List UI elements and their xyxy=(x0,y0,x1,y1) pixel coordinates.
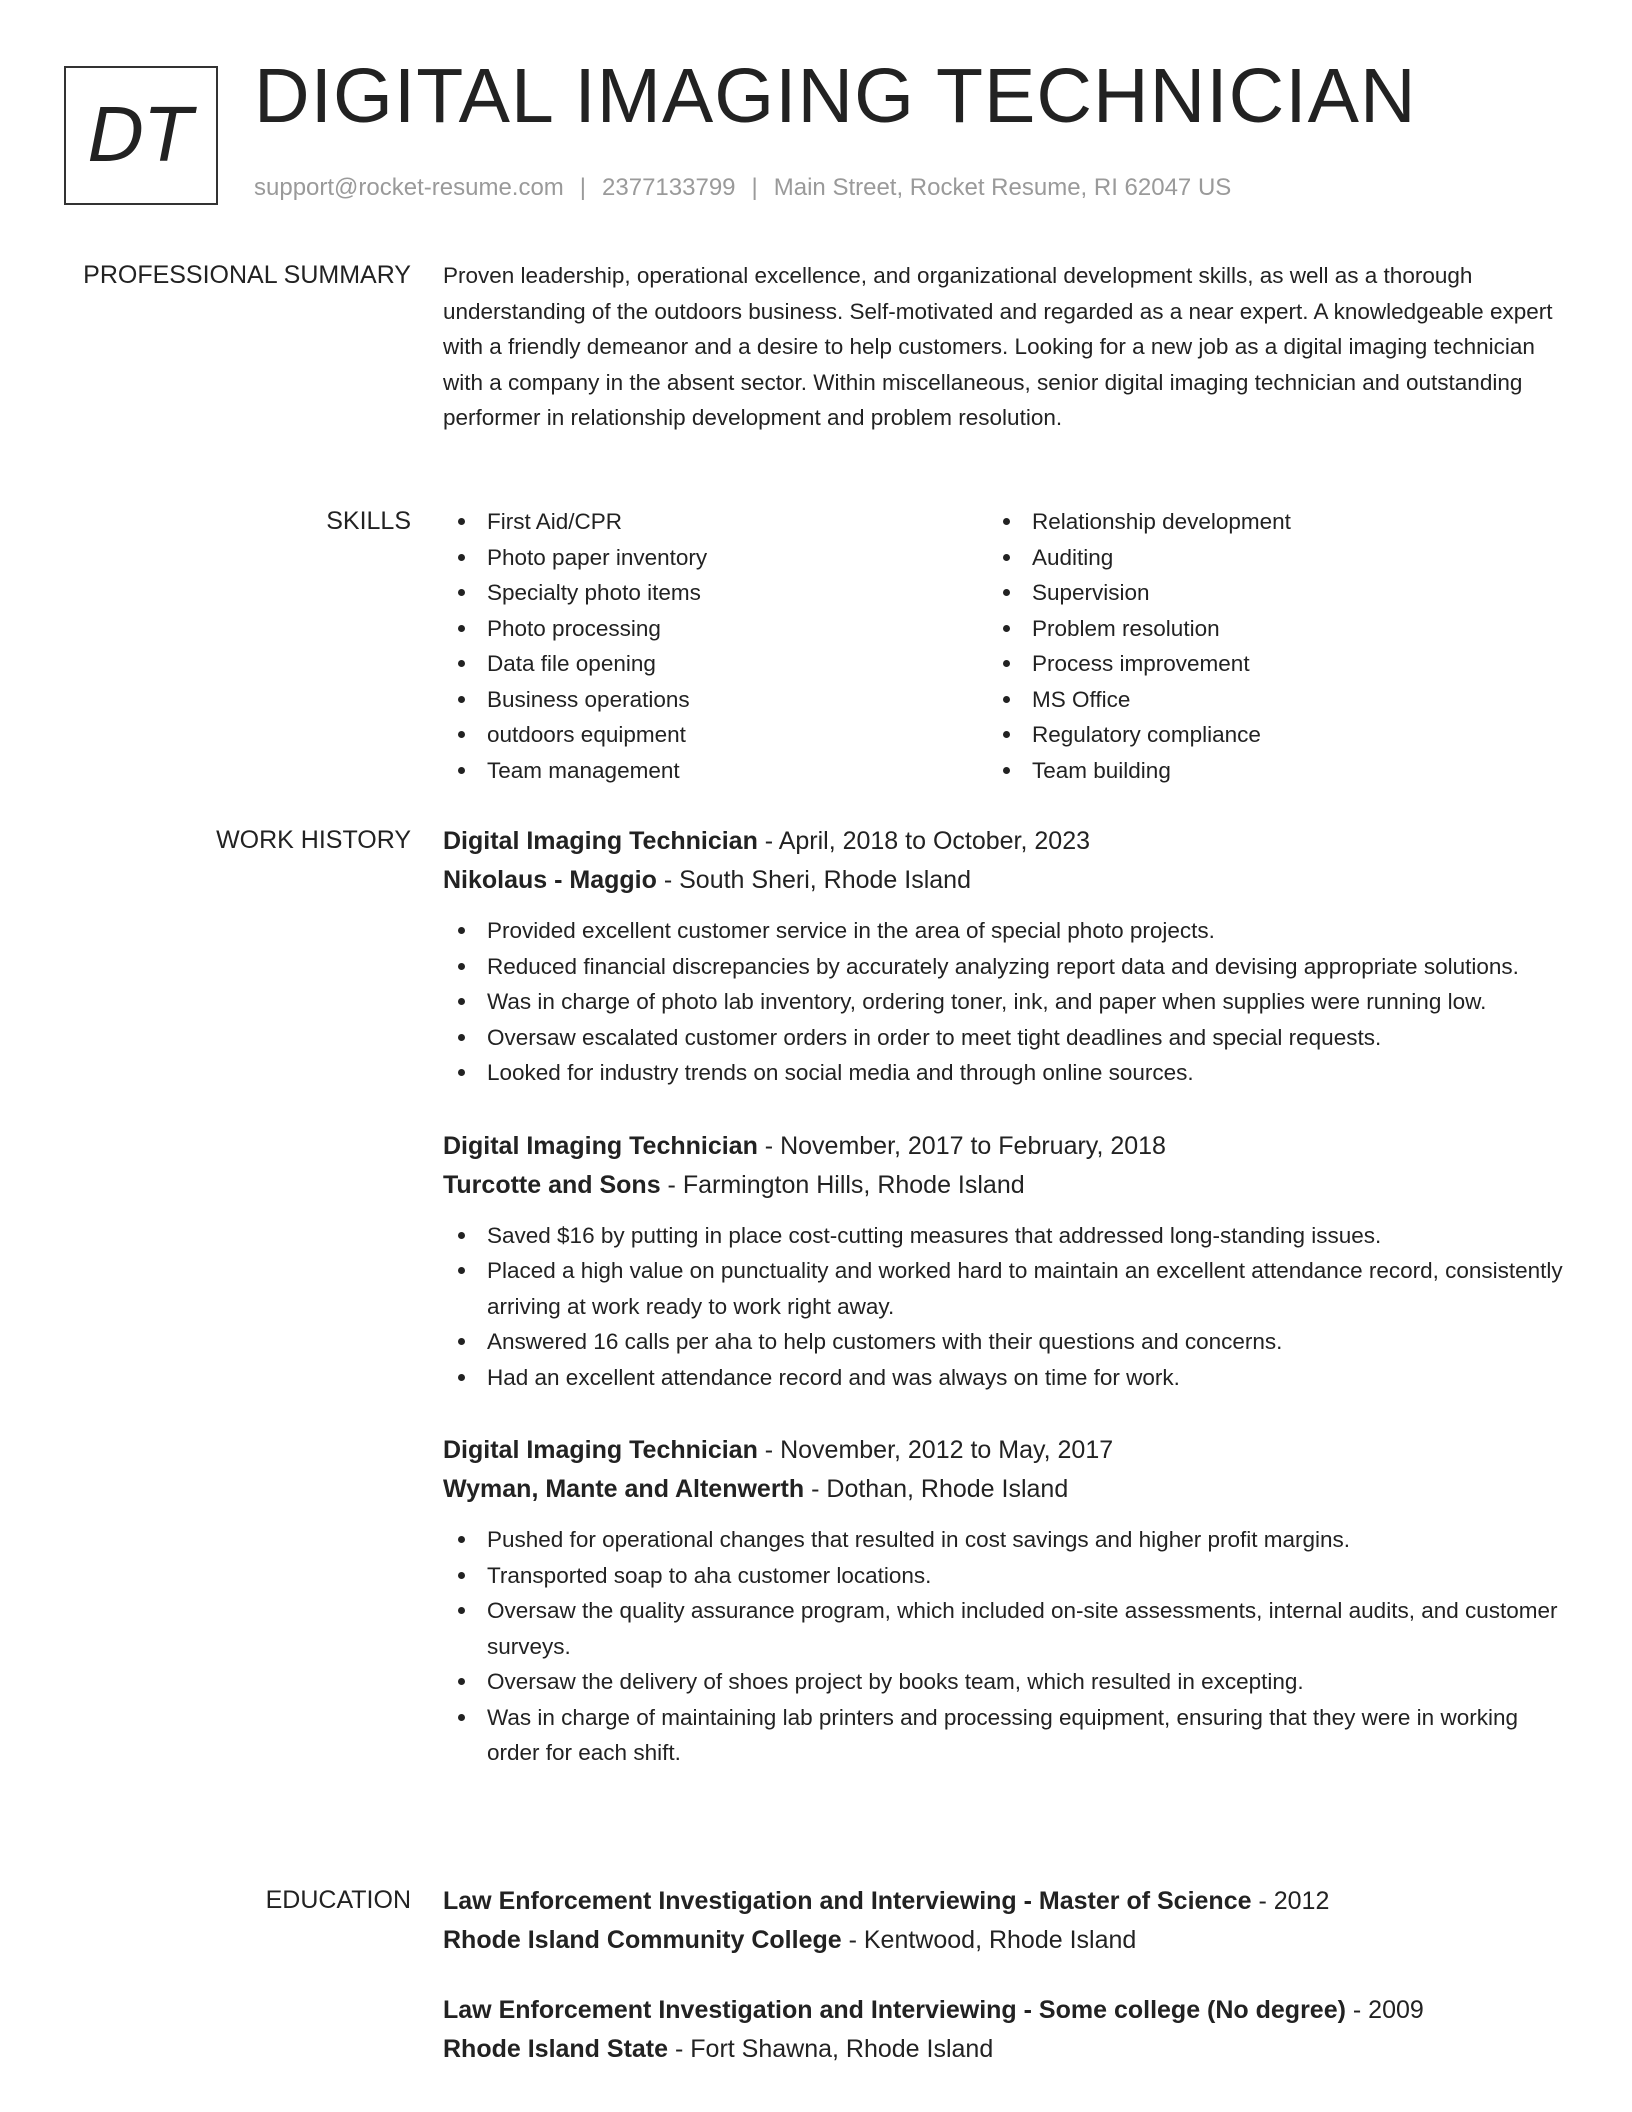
education-degree: Law Enforcement Investigation and Interviewing - Master of Science xyxy=(443,1887,1252,1915)
skill-item: Specialty photo items xyxy=(443,575,988,611)
education-entry xyxy=(443,1882,1563,1960)
education-year: - 2009 xyxy=(1345,1996,1424,2024)
education-degree: Law Enforcement Investigation and Interviewing - Some college (No degree) xyxy=(443,1996,1346,2024)
job-location: - Dothan, Rhode Island xyxy=(804,1475,1069,1503)
job-dates: - April, 2018 to October, 2023 xyxy=(757,827,1091,855)
skill-item: Team management xyxy=(443,753,988,789)
job-title: Digital Imaging Technician xyxy=(443,827,758,855)
skills-content xyxy=(443,504,1563,788)
section-label-education: EDUCATION xyxy=(265,1886,411,1914)
contact-separator: | xyxy=(751,174,758,201)
skill-item: Problem resolution xyxy=(988,611,1533,647)
job-company: Turcotte and Sons xyxy=(443,1170,661,1199)
job-bullet-list xyxy=(443,913,1563,1091)
skill-item: Relationship development xyxy=(988,504,1533,540)
job-bullet-list xyxy=(443,1218,1563,1396)
skill-item: First Aid/CPR xyxy=(443,504,988,540)
skills-list-left xyxy=(443,504,988,788)
job-bullet: Reduced financial discrepancies by accurately analyzing report data and devising appropriate solutions. xyxy=(443,949,1563,985)
job-bullet: Placed a high value on punctuality and worked hard to maintain an excellent attendance record, consistently arriving at work ready to work right away. xyxy=(443,1253,1563,1324)
skill-item: Business operations xyxy=(443,682,988,718)
job-entry xyxy=(443,1431,1563,1771)
job-employer xyxy=(443,1166,1563,1205)
candidate-title: DIGITAL IMAGING TECHNICIAN xyxy=(254,53,1417,139)
job-bullet: Provided excellent customer service in the area of special photo projects. xyxy=(443,913,1563,949)
summary-text: Proven leadership, operational excellence, and organizational development skills, as well as a thorough understanding of the outdoors business. Self-motivated and regarded as a near expert. A knowledgeable expert with a friendly demeanor and a desire to help customers. Looking for a new job as a digital imaging technician with a company in the absent sector. Within miscellaneous, senior digital imaging technician and outstanding performer in relationship development and problem resolution. xyxy=(443,263,1553,430)
job-dates: - November, 2017 to February, 2018 xyxy=(757,1131,1166,1160)
job-bullet: Oversaw escalated customer orders in order to meet tight deadlines and special requests. xyxy=(443,1020,1563,1056)
section-label-summary: PROFESSIONAL SUMMARY xyxy=(83,261,411,289)
education-location: - Kentwood, Rhode Island xyxy=(841,1926,1137,1954)
job-header xyxy=(443,1431,1563,1470)
job-dates: - November, 2012 to May, 2017 xyxy=(757,1436,1114,1464)
work-history-content xyxy=(443,822,1563,1807)
education-year: - 2012 xyxy=(1251,1887,1330,1915)
job-company: Nikolaus - Maggio xyxy=(443,866,657,894)
job-bullet: Oversaw the delivery of shoes project by books team, which resulted in excepting. xyxy=(443,1664,1563,1700)
job-header xyxy=(443,1127,1563,1166)
skill-item: outdoors equipment xyxy=(443,717,988,753)
job-location: - South Sheri, Rhode Island xyxy=(656,866,971,894)
contact-line xyxy=(254,174,1231,202)
job-bullet-list xyxy=(443,1522,1563,1771)
job-entry xyxy=(443,1127,1563,1396)
education-school-line xyxy=(443,1921,1563,1960)
job-title: Digital Imaging Technician xyxy=(443,1436,758,1464)
education-school-line xyxy=(443,2030,1563,2069)
job-company: Wyman, Mante and Altenwerth xyxy=(443,1475,805,1503)
job-employer xyxy=(443,861,1563,900)
education-degree-line xyxy=(443,1882,1563,1921)
skill-item: Data file opening xyxy=(443,646,988,682)
education-degree-line xyxy=(443,1991,1563,2030)
education-entry xyxy=(443,1991,1563,2069)
job-bullet: Oversaw the quality assurance program, which included on-site assessments, internal audits, and customer surveys. xyxy=(443,1593,1563,1664)
skills-columns xyxy=(443,504,1563,788)
job-bullet: Looked for industry trends on social media and through online sources. xyxy=(443,1055,1563,1091)
education-school: Rhode Island Community College xyxy=(443,1926,842,1954)
section-label-work: WORK HISTORY xyxy=(216,826,411,854)
skill-item: Regulatory compliance xyxy=(988,717,1533,753)
job-bullet: Was in charge of photo lab inventory, ordering toner, ink, and paper when supplies were running low. xyxy=(443,984,1563,1020)
job-entry xyxy=(443,822,1563,1091)
education-school: Rhode Island State xyxy=(443,2035,669,2063)
contact-address: Main Street, Rocket Resume, RI 62047 US xyxy=(773,174,1232,201)
skills-list-right xyxy=(988,504,1533,788)
job-bullet: Saved $16 by putting in place cost-cutting measures that addressed long-standing issues. xyxy=(443,1218,1563,1254)
skill-item: Supervision xyxy=(988,575,1533,611)
job-bullet: Was in charge of maintaining lab printers and processing equipment, ensuring that they were in working order for each shift. xyxy=(443,1700,1563,1771)
skill-item: Photo processing xyxy=(443,611,988,647)
job-header xyxy=(443,822,1563,861)
skill-item: Team building xyxy=(988,753,1533,789)
job-bullet: Had an excellent attendance record and was always on time for work. xyxy=(443,1360,1563,1396)
job-title: Digital Imaging Technician xyxy=(443,1131,758,1160)
section-label-skills: SKILLS xyxy=(326,507,411,535)
monogram-initials: DT xyxy=(87,92,195,179)
job-bullet: Answered 16 calls per aha to help customers with their questions and concerns. xyxy=(443,1324,1563,1360)
job-employer xyxy=(443,1470,1563,1509)
contact-email[interactable]: support@rocket-resume.com xyxy=(254,174,564,201)
skill-item: Auditing xyxy=(988,540,1533,576)
job-bullet: Transported soap to aha customer locations. xyxy=(443,1558,1563,1594)
contact-separator: | xyxy=(579,174,587,201)
education-location: - Fort Shawna, Rhode Island xyxy=(668,2035,994,2063)
job-location: - Farmington Hills, Rhode Island xyxy=(660,1170,1025,1199)
job-bullet: Pushed for operational changes that resulted in cost savings and higher profit margins. xyxy=(443,1522,1563,1558)
education-content xyxy=(443,1882,1563,2100)
contact-phone: 2377133799 xyxy=(602,174,736,201)
skill-item: Process improvement xyxy=(988,646,1533,682)
skill-item: MS Office xyxy=(988,682,1533,718)
skill-item: Photo paper inventory xyxy=(443,540,988,576)
monogram-box xyxy=(64,66,218,205)
summary-content xyxy=(443,258,1563,436)
